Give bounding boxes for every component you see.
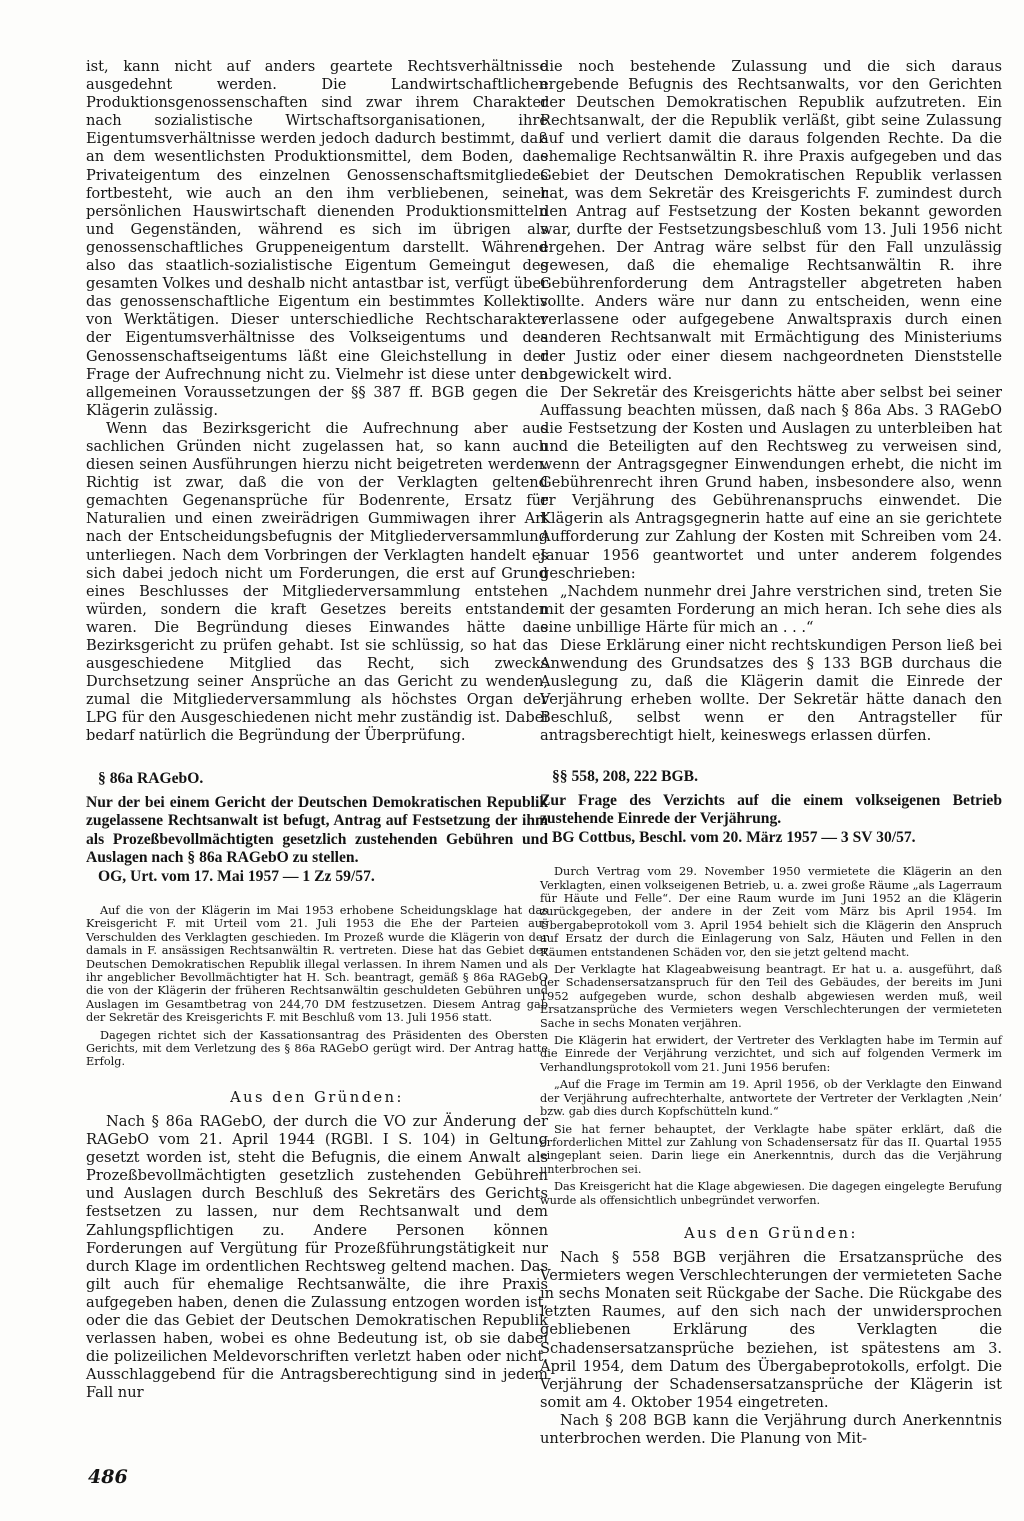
- case-facts: [540, 865, 1002, 1207]
- body-paragraph: Wenn das Bezirksgericht die Aufrechnung aber aus sachlichen Gründen nicht zugelassen hat, so kann auch diesen seinen Ausführungen hierzu nicht beigetreten werden. Richtig ist zwar, daß die von der Verklagten geltend gemachten Gegenansprüche für Bodenrente, Ersatz für Naturalien und einen zweirädrigen Gummiwagen ihrer Art nach der Entscheidungsbefugnis der Mitgliederversammlung unterliegen. Nach dem Vorbringen der Verklagten handelt es sich dabei jedoch nicht um Forderungen, die erst auf Grund eines Beschlusses der Mitgliederversammlung entstehen würden, sondern die kraft Gesetzes bereits entstanden waren. Die Begründung dieses Einwandes hätte das Bezirksgericht zu prüfen gehabt. Ist sie schlüssig, so hat das ausgeschiedene Mitglied das Recht, sich zwecks Durchsetzung seiner Ansprüche an das Gericht zu wenden, zumal die Mitgliederversammlung als höchstes Organ der LPG für den Ausgeschiedenen nicht mehr zuständig ist. Dabei bedarf natürlich die Begründung der Überprüfung.: [86, 419, 548, 745]
- right-column: [540, 58, 1002, 1448]
- case-header-558: [540, 768, 1002, 848]
- facts-paragraph: Dagegen richtet sich der Kassationsantrag des Präsidenten des Obersten Gerichts, mit dem Verletzung des § 86a RAGebO gerügt wird. Der Antrag hatte Erfolg.: [86, 1028, 548, 1069]
- body-paragraph: die noch bestehende Zulassung und die sich daraus ergebende Befugnis des Rechtsanwalts, vor den Gerichten der Deutschen Demokratischen Republik aufzutreten. Ein Rechtsanwalt, der die Republik verläßt, gibt seine Zulassung auf und verliert damit die daraus folgenden Rechte. Da die ehemalige Rechtsanwältin R. ihre Praxis aufgegeben und das Gebiet der Deutschen Demokratischen Republik verlassen hat, was dem Sekretär des Kreisgerichts F. zumindest durch den Antrag auf Festsetzung der Kosten bekannt geworden war, durfte der Festsetzungsbeschluß vom 13. Juli 1956 nicht ergehen. Der Antrag wäre selbst für den Fall unzulässig gewesen, daß die ehemalige Rechtsanwältin R. ihre Gebührenforderung dem Antragsteller abgetreten haben sollte. Anders wäre nur dann zu entscheiden, wenn eine verlassene oder aufgegebene Anwaltspraxis durch einen anderen Rechtsanwalt mit Ermächtigung des Ministeriums der Justiz oder einer diesem nachgeordneten Dienststelle abgewickelt wird.: [540, 58, 1002, 383]
- grounds-paragraph: Nach § 208 BGB kann die Verjährung durch Anerkenntnis unterbrochen werden. Die Planung von Mit-: [540, 1411, 1002, 1447]
- case-headnote: Zur Frage des Verzichts auf die einem volkseigenen Betrieb zustehende Einrede der Verjährung.: [540, 791, 1002, 828]
- grounds-paragraph: Nach § 86a RAGebO, der durch die VO zur Änderung der RAGebO vom 21. April 1944 (RGBl. I S. 104) in Geltung gesetzt worden ist, steht die Befugnis, die einem Anwalt als Prozeßbevollmächtigten gesetzlich zustehenden Gebühren und Auslagen durch Beschluß des Sekretärs des Gerichts festsetzen zu lassen, nur dem Rechtsanwalt und dem Zahlungspflichtigen zu. Andere Personen können Forderungen auf Vergütung für Prozeßführungstätigkeit nur durch Klage im ordentlichen Rechtsweg geltend machen. Das gilt auch für ehemalige Rechtsanwälte, die ihre Praxis aufgegeben haben, denen die Zulassung entzogen worden ist, oder die das Gebiet der Deutschen Demokratischen Republik verlassen haben, wobei es ohne Bedeutung ist, ob sie dabei die polizeilichen Meldevorschriften verletzt haben oder nicht. Ausschlaggebend für die Antragsberechtigung sind in jedem Fall nur: [86, 1112, 548, 1402]
- facts-paragraph: Sie hat ferner behauptet, der Verklagte habe später erklärt, daß die erforderlichen Mittel zur Zahlung von Schadensersatz für das II. Quartal 1955 eingeplant seien. Darin liege ein Anerkenntnis, durch das die Verjährung unterbrochen sei.: [540, 1122, 1002, 1176]
- case-headnote: Nur der bei einem Gericht der Deutschen Demokratischen Republik zugelassene Rechtsanwalt ist befugt, Antrag auf Festsetzung der ihm als Prozeßbevollmächtigten gesetzlich zustehenden Gebühren und Auslagen nach § 86a RAGebO zu stellen.: [86, 793, 548, 867]
- quoted-letter: „Nachdem nunmehr drei Jahre verstrichen sind, treten Sie mit der gesamten Forderung an mich heran. Ich sehe dies als eine unbillige Härte für mich an . . .“: [540, 582, 1002, 636]
- facts-paragraph: Auf die von der Klägerin im Mai 1953 erhobene Scheidungsklage hat das Kreisgericht F. mit Urteil vom 21. Juli 1953 die Ehe der Parteien aus Verschulden des Verklagten geschieden. Im Prozeß wurde die Klägerin von der damals in F. ansässigen Rechtsanwältin R. vertreten. Diese hat das Gebiet der Deutschen Demokratischen Republik illegal verlassen. In ihrem Namen und als ihr angeblicher Bevollmächtigter hat H. Sch. beantragt, gemäß § 86a RAGebO die von der Klägerin der früheren Rechtsanwältin geschuldeten Gebühren und Auslagen im Gesamtbetrag von 244,70 DM festzusetzen. Diesem Antrag gab der Sekretär des Kreisgerichts F. mit Beschluß vom 13. Juli 1956 statt.: [86, 904, 548, 1025]
- left-column: [86, 58, 548, 1402]
- page-number: 486: [88, 1466, 128, 1488]
- facts-paragraph: Das Kreisgericht hat die Klage abgewiesen. Die dagegen eingelegte Berufung wurde als offensichtlich unbegründet verworfen.: [540, 1180, 1002, 1207]
- body-paragraph: Diese Erklärung einer nicht rechtskundigen Person ließ bei Anwendung des Grundsatzes des § 133 BGB durchaus die Auslegung zu, daß die Klägerin damit die Einrede der Verjährung erheben wollte. Der Sekretär hätte danach den Beschluß, selbst wenn er den Antragsteller für antragsberechtigt hielt, keineswegs erlassen dürfen.: [540, 637, 1002, 745]
- case-header-86a: [86, 770, 548, 886]
- facts-paragraph: Durch Vertrag vom 29. November 1950 vermietete die Klägerin an den Verklagten, einen volkseigenen Betrieb, u. a. zwei große Räume „als Lagerraum für Häute und Felle“. Der eine Raum wurde im Juni 1952 an die Klägerin zurückgegeben, der andere in der Zeit vom März bis April 1954. Im Übergabeprotokoll vom 3. April 1954 behielt sich die Klägerin den Anspruch auf Ersatz der durch die Einlagerung von Salz, Häuten und Fellen in den Räumen entstandenen Schäden vor, den sie jetzt geltend macht.: [540, 865, 1002, 959]
- case-citation: OG, Urt. vom 17. Mai 1957 — 1 Zz 59/57.: [98, 867, 375, 885]
- grounds-paragraph: Nach § 558 BGB verjähren die Ersatzansprüche des Vermieters wegen Verschlechterungen der vermieteten Sache in sechs Monaten seit Rückgabe der Sache. Die Rückgabe des letzten Raumes, auf den sich nach der unwidersprochen gebliebenen Erklärung des Verklagten die Schadensersatzansprüche beziehen, ist spätestens am 3. April 1954, dem Datum des Übergabeprotokolls, erfolgt. Die Verjährung der Schadensersatzansprüche der Klägerin ist somit am 4. Oktober 1954 eingetreten.: [540, 1249, 1002, 1411]
- grounds-heading: Aus den Gründen:: [684, 1224, 858, 1242]
- case-paragraph-ref: §§ 558, 208, 222 BGB.: [552, 767, 698, 785]
- body-paragraph: ist, kann nicht auf anders geartete Rechtsverhältnisse ausgedehnt werden. Die Landwirtschaftlichen Produktionsgenossenschaften sind zwar ihrem Charakter nach sozialistische Wirtschaftsorganisationen, ihre Eigentumsverhältnisse werden jedoch dadurch bestimmt, daß an dem wesentlichsten Produktionsmittel, dem Boden, das Privateigentum des einzelnen Genossenschaftsmitgliedes fortbesteht, wie auch an den ihm verbliebenen, seiner persönlichen Hauswirtschaft dienenden Produktionsmitteln und Gegenständen, während es sich im übrigen als genossenschaftliches Gruppeneigentum darstellt. Während also das staatlich-sozialistische Eigentum Gemeingut des gesamten Volkes und deshalb nicht antastbar ist, verfügt über das genossenschaftliche Eigentum ein bestimmtes Kollektiv von Werktätigen. Dieser unterschiedliche Rechtscharakter der Eigentumsverhältnisse des Volkseigentums und des Genossenschaftseigentums läßt eine Gleichstellung in der Frage der Aufrechnung nicht zu. Vielmehr ist diese unter den allgemeinen Voraussetzungen der §§ 387 ff. BGB gegen die Klägerin zulässig.: [86, 58, 548, 419]
- case-paragraph-ref: § 86a RAGebO.: [98, 769, 204, 787]
- protocol-quote: „Auf die Frage im Termin am 19. April 1956, ob der Verklagte den Einwand der Verjährung aufrechterhalte, antwortete der Vertreter der Verklagten ‚Nein‘ bzw. gab dies durch Kopfschütteln kund.“: [540, 1078, 1002, 1119]
- body-paragraph: Der Sekretär des Kreisgerichts hätte aber selbst bei seiner Auffassung beachten müssen, daß nach § 86a Abs. 3 RAGebO die Festsetzung der Kosten und Auslagen zu unterbleiben hat und die Beteiligten auf den Rechtsweg zu verweisen sind, wenn der Antragsgegner Einwendungen erhebt, die nicht im Gebührenrecht ihren Grund haben, insbesondere also, wenn er Verjährung des Gebührenanspruchs einwendet. Die Klägerin als Antragsgegnerin hatte auf eine an sie gerichtete Aufforderung zur Zahlung der Kosten mit Schreiben vom 24. Januar 1956 geantwortet und unter anderem folgendes geschrieben:: [540, 383, 1002, 582]
- facts-paragraph: Der Verklagte hat Klageabweisung beantragt. Er hat u. a. ausgeführt, daß der Schadensersatzanspruch für den Teil des Gebäudes, der bereits im Juni 1952 aufgegeben wurde, schon deshalb abgewiesen werden muß, weil Ersatzansprüche des Vermieters wegen Verschlechterungen der vermieteten Sache in sechs Monaten verjähren.: [540, 963, 1002, 1030]
- case-facts: [86, 904, 548, 1069]
- case-citation: BG Cottbus, Beschl. vom 20. März 1957 — 3 SV 30/57.: [552, 828, 916, 846]
- grounds-heading: Aus den Gründen:: [230, 1088, 404, 1106]
- facts-paragraph: Die Klägerin hat erwidert, der Vertreter des Verklagten habe im Termin auf die Einrede der Verjährung verzichtet, und sich auf folgenden Vermerk im Verhandlungsprotokoll vom 21. Juni 1956 berufen:: [540, 1034, 1002, 1074]
